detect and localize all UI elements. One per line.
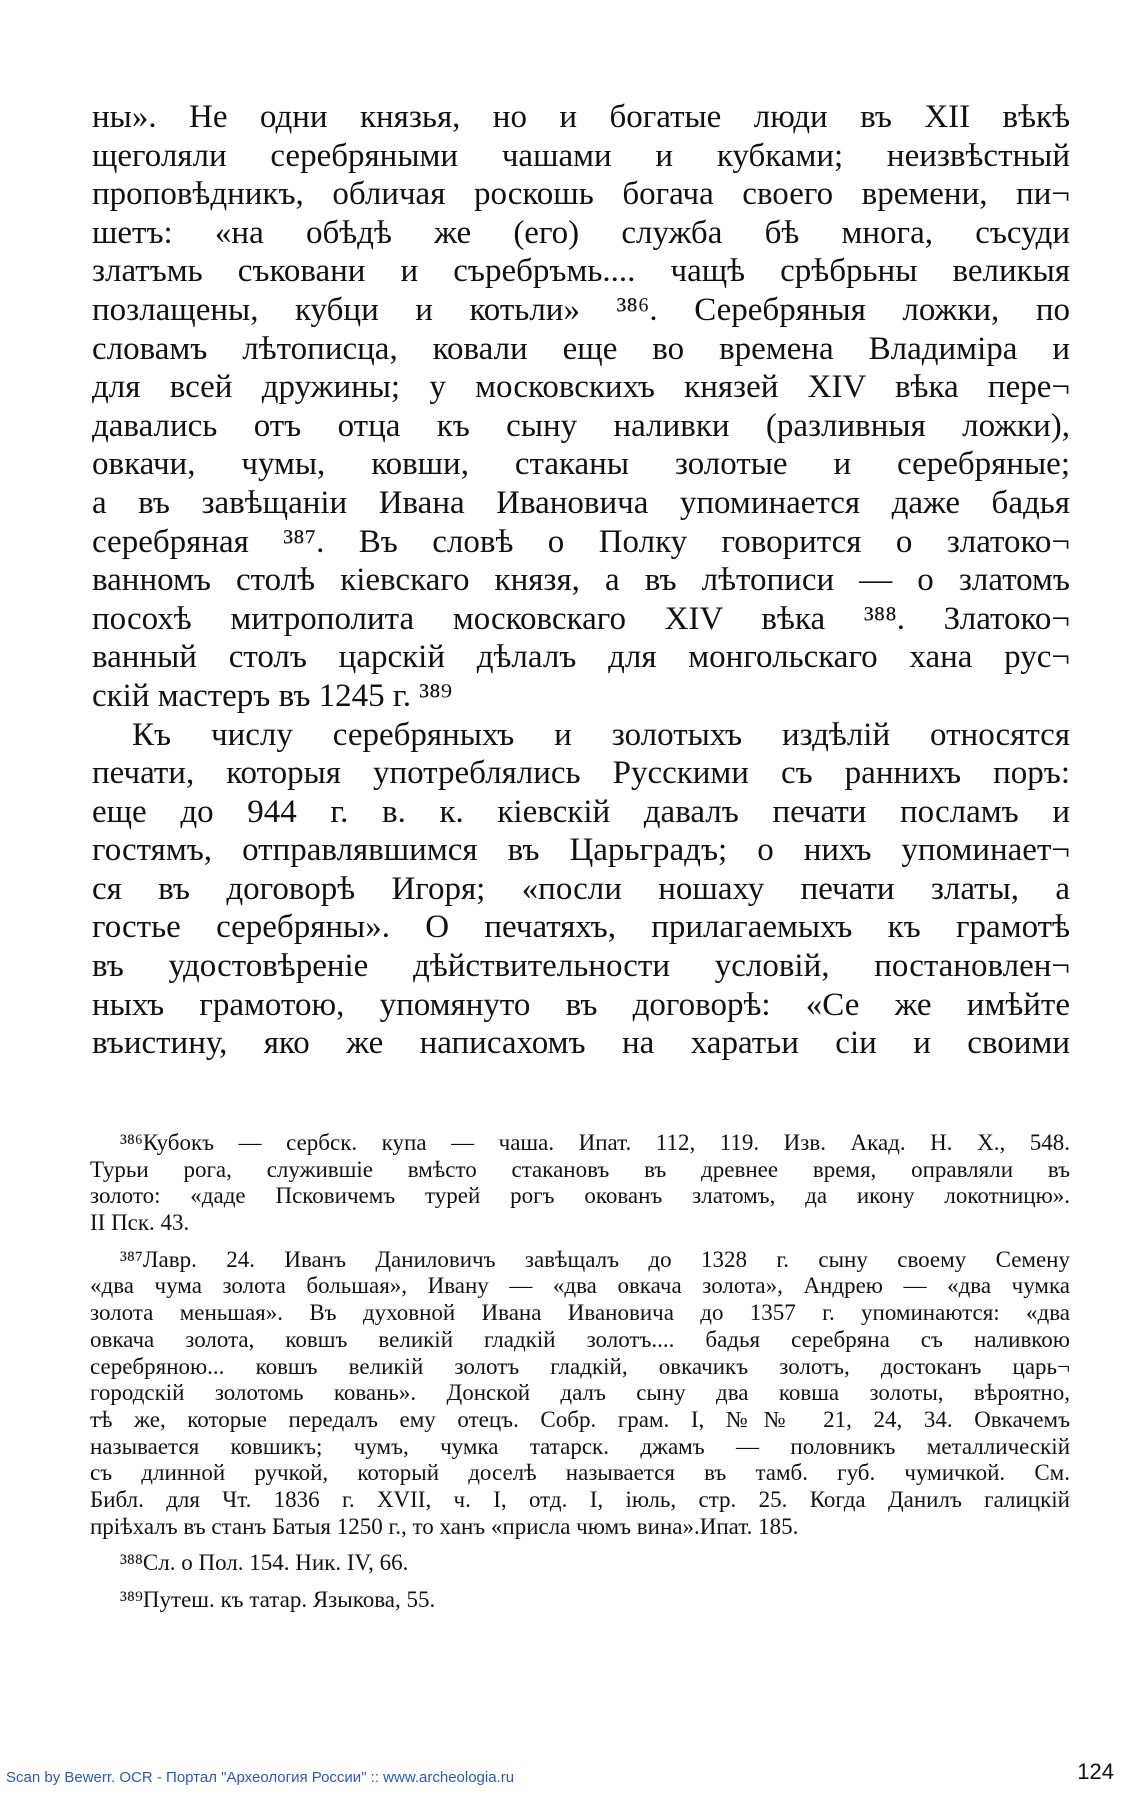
text-line: печати, которыя употреблялись Русскими съ раннихъ поръ: xyxy=(92,755,1070,792)
text-line: Къ числу серебряныхъ и золотыхъ издѣлій относятся xyxy=(132,716,1070,753)
text-line: серебряная ³⁸⁷. Въ словѣ о Полку говорится о златоко¬ xyxy=(92,523,1070,560)
footnote-line: золото: «даде Псковичемъ турей рогъ окованъ златомъ, да икону локотницю». xyxy=(90,1183,1070,1209)
text-line: ванномъ столѣ кіевскаго князя, а въ лѣтописи — о златомъ xyxy=(92,562,1070,599)
footnote-line: золота меньшая». Въ духовной Ивана Ивановича до 1357 г. упоминаются: «два xyxy=(90,1300,1070,1326)
text-line: еще до 944 г. в. к. кіевскій давалъ печати посламъ и xyxy=(92,793,1070,830)
footnote-line: серебряною... ковшъ великій золотъ гладкій, овкачикъ золотъ, достоканъ царь¬ xyxy=(90,1353,1070,1379)
footnote-line: пріѣхалъ въ станъ Батыя 1250 г., то ханъ «присла чюмъ вина».Ипат. 185. xyxy=(90,1513,799,1539)
text-line: для всей дружины; у московскихъ князей XIV вѣка пере¬ xyxy=(92,369,1070,406)
text-line: ванный столъ царскій дѣлалъ для монгольскаго хана рус¬ xyxy=(92,639,1070,676)
text-line: ны». Не одни князья, но и богатые люди въ XII вѣкѣ xyxy=(92,99,1070,135)
footnote-line: ³⁸⁸Сл. о Пол. 154. Ник. IV, 66. xyxy=(120,1550,409,1576)
text-line: словамъ лѣтописца, ковали еще во времена Владиміра и xyxy=(92,330,1070,367)
text-line: проповѣдникъ, обличая роскошь богача своего времени, пи¬ xyxy=(92,176,1070,213)
footnote-line: тѣ же, которые передалъ ему отецъ. Собр. грам. I, №№ 21, 24, 34. Овкачемъ xyxy=(90,1406,1070,1432)
text-line: златъмь съковани и съребръмь.... чащѣ срѣбрьны великыя xyxy=(92,253,1070,290)
footnote-line: называется ковшикъ; чумъ, чумка татарск. джамъ — половникъ металлическій xyxy=(90,1433,1070,1459)
footnote-line: II Пск. 43. xyxy=(90,1210,190,1236)
text-line: ныхъ грамотою, упомянуто въ договорѣ: «Се же имѣйте xyxy=(92,986,1070,1023)
text-line: въ удостовѣреніе дѣйствительности условій, постановлен¬ xyxy=(92,948,1070,985)
footnote-line: Библ. для Чт. 1836 г. XVII, ч. I, отд. I, іюль, стр. 25. Когда Данилъ галицкій xyxy=(90,1486,1070,1512)
text-line: въистину, яко же написахомъ на харатьи сіи и своими xyxy=(92,1025,1070,1062)
text-line: гостье серебряны». О печатяхъ, прилагаемыхъ къ грамотѣ xyxy=(92,909,1070,946)
text-line: щеголяли серебряными чашами и кубками; неизвѣстный xyxy=(92,137,1070,174)
footnote-line: ³⁸⁹Путеш. къ татар. Языкова, 55. xyxy=(120,1587,436,1612)
text-line: позлащены, кубци и котьли» ³⁸⁶. Серебряныя ложки, по xyxy=(92,291,1070,328)
footnote-386 xyxy=(90,1130,1070,1237)
footnote-387 xyxy=(90,1247,1070,1541)
footnote-389 xyxy=(90,1587,1070,1614)
footnote-line: ³⁸⁷Лавр. 24. Иванъ Даниловичъ завѣщалъ до 1328 г. сыну своему Семену xyxy=(120,1246,1070,1272)
footnotes xyxy=(90,1130,1070,1624)
scan-credit: Scan by Bewerr. OCR - Портал "Археология России" :: www.archeologia.ru xyxy=(6,1769,515,1786)
text-line: скій мастеръ въ 1245 г. ³⁸⁹ xyxy=(92,677,453,714)
footnote-line: городскій золотомь ковань». Донской далъ сыну два ковша золоты, вѣроятно, xyxy=(90,1380,1070,1406)
footnote-line: овкача золота, ковшъ великій гладкій золотъ.... бадья серебряна съ наливкою xyxy=(90,1326,1070,1352)
text-line: ся въ договорѣ Игоря; «посли ношаху печати златы, а xyxy=(92,870,1070,907)
text-line: посохѣ митрополита московскаго XIV вѣка ³⁸⁸. Златоко¬ xyxy=(92,600,1070,637)
footnote-388 xyxy=(90,1550,1070,1577)
text-line: гостямъ, отправлявшимся въ Царьградъ; о нихъ упоминает¬ xyxy=(92,832,1070,869)
page-footer xyxy=(0,1759,1140,1789)
text-line: давались отъ отца къ сыну наливки (разливныя ложки), xyxy=(92,407,1070,444)
footnote-line: Турьи рога, служившіе вмѣсто стакановъ въ древнее время, оправляли въ xyxy=(90,1156,1070,1182)
footnote-line: съ длинной ручкой, который доселѣ называется въ тамб. губ. чумичкой. См. xyxy=(90,1460,1070,1486)
page-number: 124 xyxy=(1077,1759,1114,1784)
main-text xyxy=(92,98,1070,1063)
footnote-line: «два чума золота большая», Ивану — «два овкача золота», Андрею — «два чумка xyxy=(90,1273,1070,1299)
text-line: а въ завѣщаніи Ивана Ивановича упоминается даже бадья xyxy=(92,484,1070,521)
text-line: овкачи, чумы, ковши, стаканы золотые и серебряные; xyxy=(92,446,1070,483)
text-line: шетъ: «на обѣдѣ же (его) служба бѣ многа, съсуди xyxy=(92,214,1070,251)
footnote-line: ³⁸⁶Кубокъ — сербск. купа — чаша. Ипат. 112, 119. Изв. Акад. Н. X., 548. xyxy=(120,1130,1070,1155)
